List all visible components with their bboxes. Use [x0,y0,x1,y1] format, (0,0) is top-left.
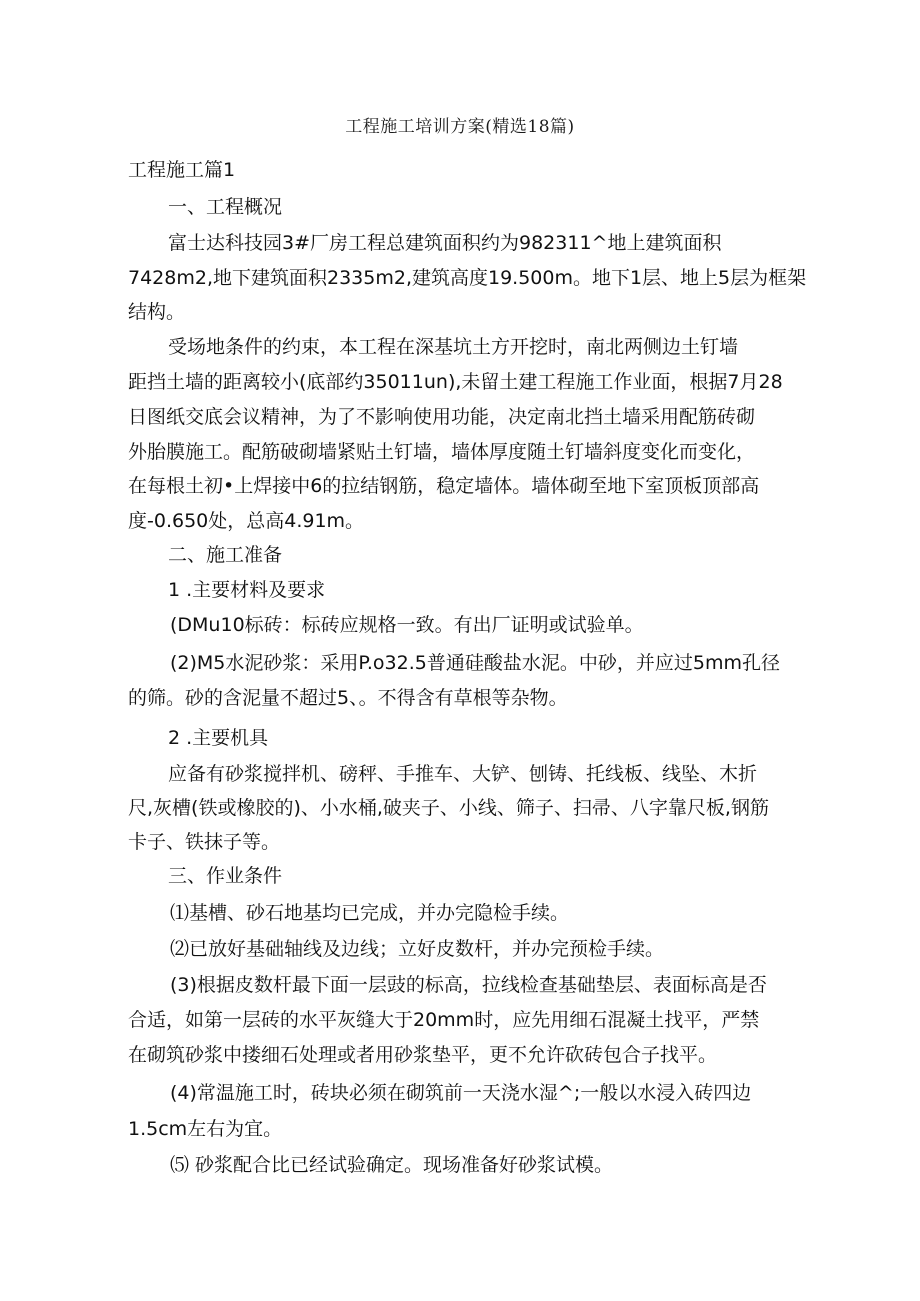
paragraph-line: 在每根土初•上焊接中6的拉结钢筋，稳定墙体。墙体砌至地下室顶板顶部高 [128,475,760,497]
section-heading: 二、施工准备 [168,544,283,566]
paragraph-line: 的筛。砂的含泥量不超过5、。不得含有草根等杂物。 [128,687,568,709]
paragraph-line: 1.5cm左右为宜。 [128,1118,283,1140]
paragraph-line: 在砌筑砂浆中搂细石处理或者用砂浆垫平，更不允许砍砖包合子找平。 [128,1044,718,1066]
section-heading: 三、作业条件 [168,865,283,887]
paragraph-line: 日图纸交底会议精神，为了不影响使用功能，决定南北挡土墙采用配筋砖砌 [128,406,756,428]
paragraph-line: 应备有砂浆搅拌机、磅秤、手推车、大铲、刨铸、托线板、线坠、木折 [168,763,758,785]
paragraph-line: 度-0.650处，总高4.91m。 [128,510,365,532]
paragraph-line: 外胎膜施工。配筋破砌墙紧贴土钉墙，墙体厚度随土钉墙斜度变化而变化， [128,441,756,463]
section-heading: 一、工程概况 [168,196,283,218]
paragraph-line: 尺,灰槽(铁或橡胶的)、小水桶,破夹子、小线、筛子、扫帚、八字靠尺板,钢筋 [128,797,769,819]
paragraph-line: 合适，如第一层砖的水平灰缝大于20mm时，应先用细石混凝土找平，严禁 [128,1009,760,1031]
subsection-heading: 2 .主要机具 [168,727,269,749]
paragraph-line: 7428m2,地下建筑面积2335m2,建筑高度19.500m。地下1层、地上5层为框架 [128,267,807,289]
paragraph-line: 受场地条件的约束，本工程在深基坑土方开挖时，南北两侧边土钉墙 [168,336,739,358]
list-item: ⑸ 砂浆配合比已经试验确定。现场准备好砂浆试模。 [170,1154,614,1176]
list-item: (2)M5水泥砂浆：采用P.o32.5普通硅酸盐水泥。中砂，并应过5mm孔径 [170,652,780,674]
chapter-heading: 工程施工篇1 [128,159,236,181]
paragraph-line: 距挡土墙的距离较小(底部约35011un),未留土建工程施工作业面，根据7月28 [128,371,783,393]
list-item: ⑵已放好基础轴线及边线；立好皮数杆，并办完预检手续。 [170,938,665,960]
paragraph-line: 卡子、铁抹子等。 [128,831,281,853]
list-item: ⑴基槽、砂石地基均已完成，并办完隐检手续。 [170,902,570,924]
subsection-heading: 1 .主要材料及要求 [168,579,326,601]
paragraph-line: 结构。 [128,301,186,323]
document-title: 工程施工培训方案(精选18篇) [345,117,575,137]
list-item: (3)根据皮数杆最下面一层豉的标高，拉线检查基础垫层、表面标高是否 [170,974,767,996]
list-item: (DMu10标砖：标砖应规格一致。有出厂证明或试验单。 [170,614,644,636]
list-item: (4)常温施工时，砖块必须在砌筑前一天浇水湿^;一般以水浸入砖四边 [170,1082,752,1104]
paragraph-line: 富士达科技园3#厂房工程总建筑面积约为982311^地上建筑面积 [168,232,722,254]
